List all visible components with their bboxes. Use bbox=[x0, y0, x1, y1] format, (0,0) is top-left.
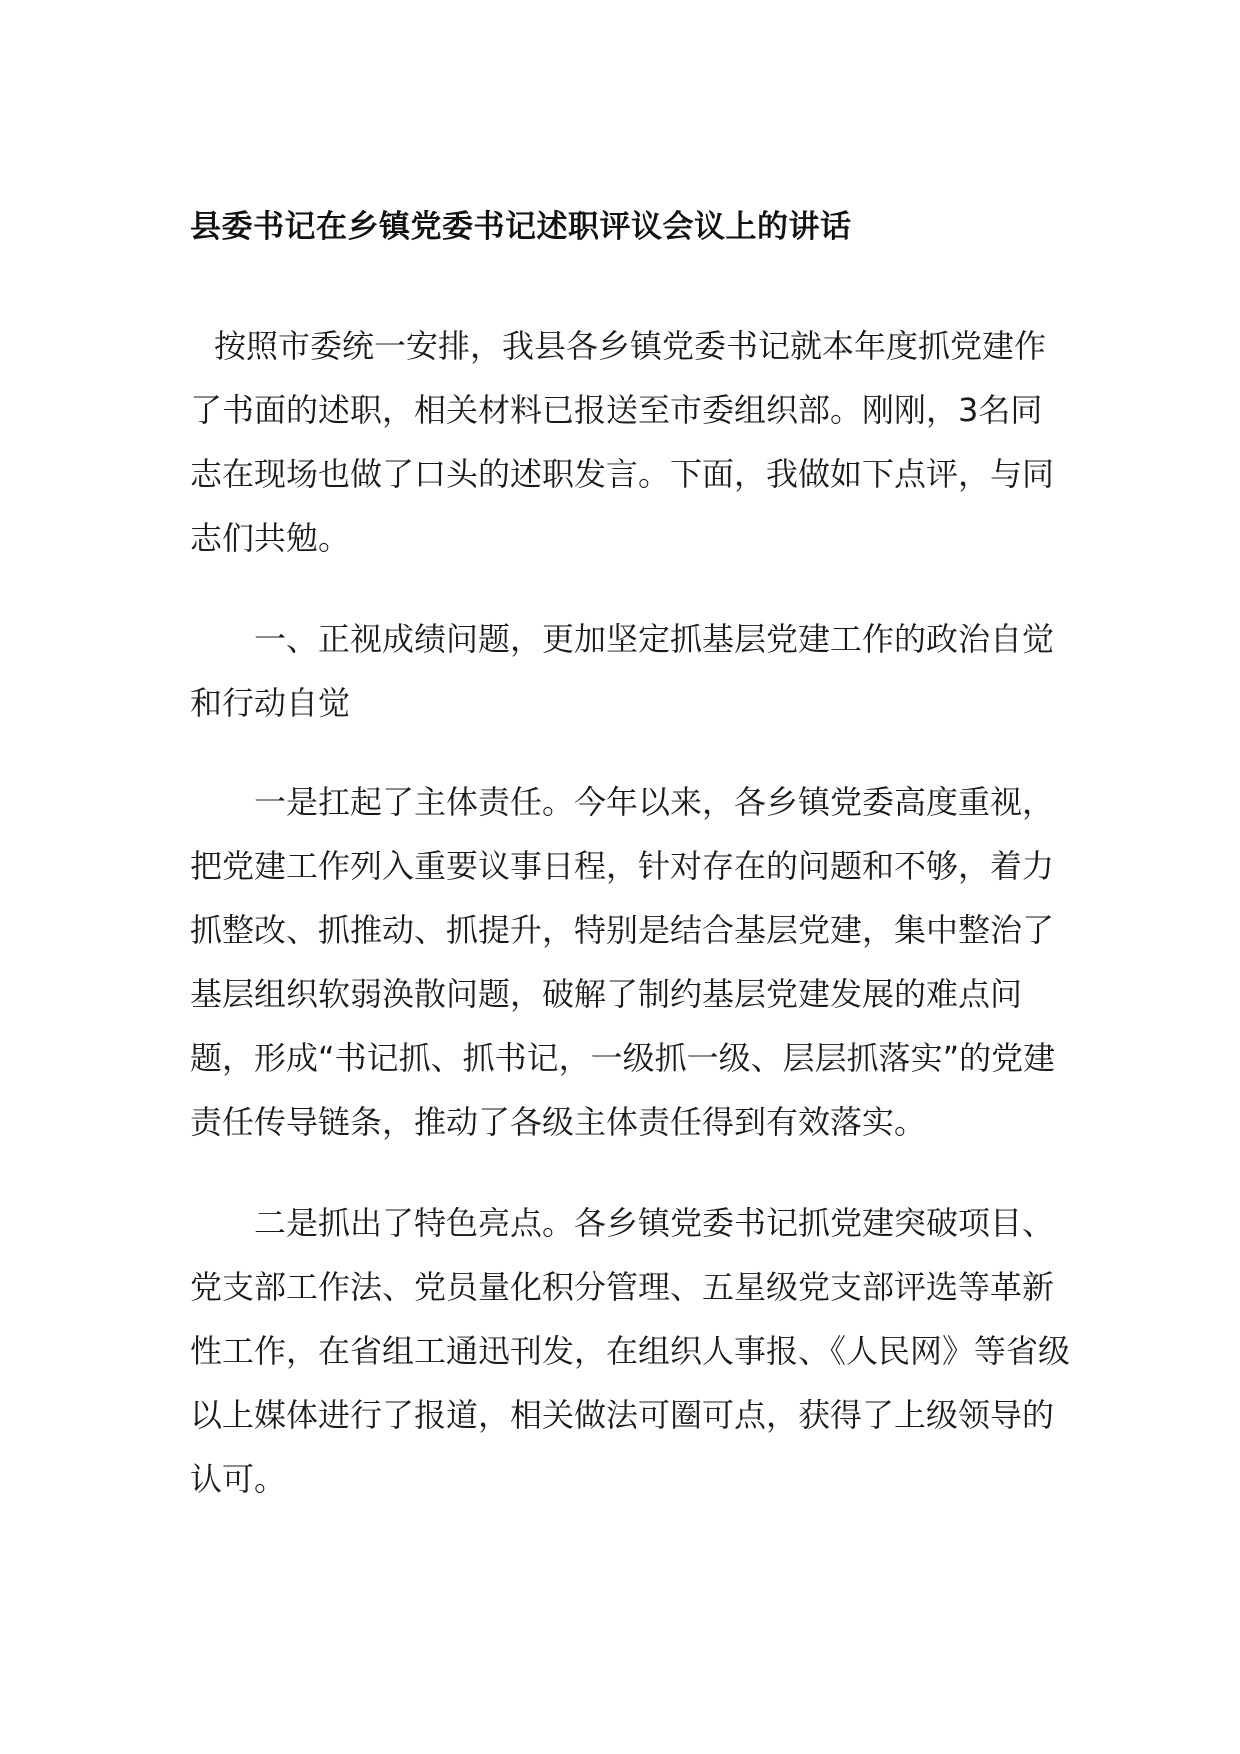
document-title: 县委书记在乡镇党委书记述职评议会议上的讲话 bbox=[190, 209, 852, 245]
section-heading-one: 一、正视成绩问题，更加坚定抓基层党建工作的政治自觉和行动自觉 bbox=[190, 620, 1055, 722]
paragraph-point-one: 一是扛起了主体责任。今年以来，各乡镇党委高度重视，把党建工作列入重要议事日程，针对存在的问题和不够，着力抓整改、抓推动、抓提升，特别是结合基层党建，集中整治了基层组织软弱涣散问题，破解了制约基层党建发展的难点问题，形成“书记抓、抓书记，一级抓一级、层层抓落实”的党建责任传导链条，推动了各级主体责任得到有效落实。 bbox=[190, 783, 1056, 1141]
paragraph-point-two: 二是抓出了特色亮点。各乡镇党委书记抓党建突破项目、党支部工作法、党员量化积分管理、五星级党支部评选等革新性工作，在省组工通迅刊发，在组织人事报、《人民网》等省级以上媒体进行了报道，相关做法可圈可点，获得了上级领导的认可。 bbox=[190, 1204, 1071, 1498]
paragraph-intro: 按照市委统一安排，我县各乡镇党委书记就本年度抓党建作了书面的述职，相关材料已报送至市委组织部。刚刚，3名同志在现场也做了口头的述职发言。下面，我做如下点评，与同志们共勉。 bbox=[190, 327, 1055, 557]
